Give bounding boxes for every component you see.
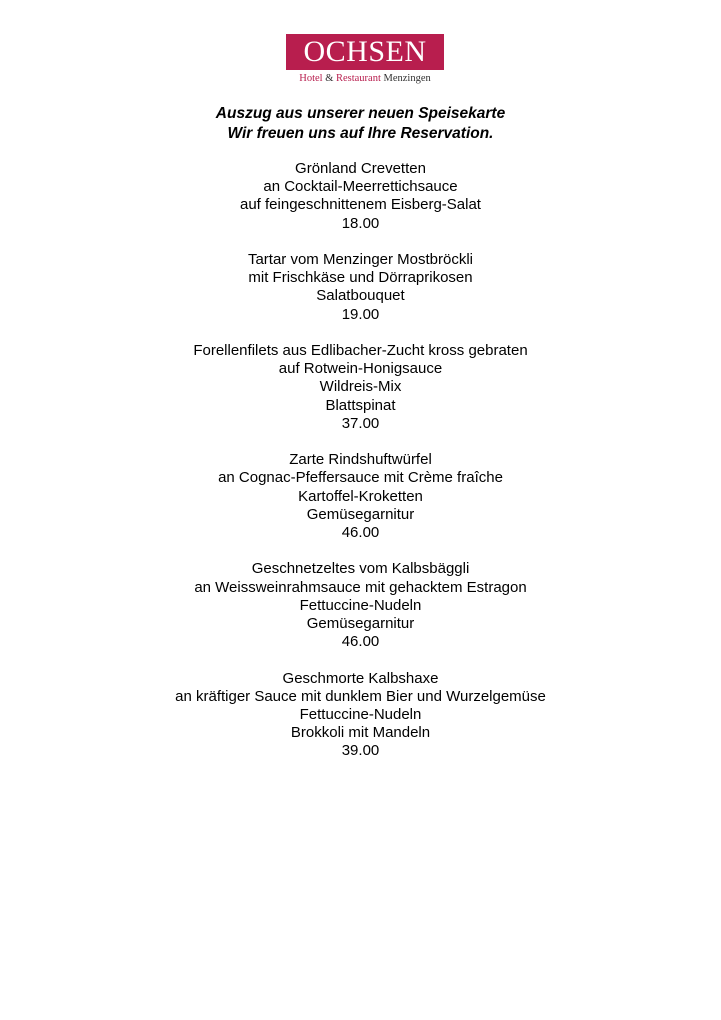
logo-sub-restaurant: Restaurant [335, 73, 381, 84]
dish-description: auf Rotwein-Honigsauce [278, 360, 443, 378]
menu-list [0, 160, 721, 779]
dish-description: Fettuccine-Nudeln [299, 596, 422, 614]
dish-price: 18.00 [341, 214, 380, 232]
dish-title: Grönland Crevetten [295, 160, 426, 177]
restaurant-logo [286, 34, 444, 86]
dish-title: Zarte Rindshuftwürfel [289, 451, 432, 469]
dish-description: Salatbouquet [316, 287, 405, 305]
dish-title: Geschnetzeltes vom Kalbsbäggli [251, 560, 470, 578]
menu-intro [0, 104, 721, 144]
menu-item [0, 251, 721, 324]
logo-sub-location: Menzingen [383, 73, 431, 84]
dish-description: Kartoffel-Kroketten [298, 487, 423, 505]
menu-item [0, 560, 721, 651]
dish-description: Fettuccine-Nudeln [299, 706, 422, 724]
dish-price: 19.00 [341, 305, 380, 323]
dish-description: an Weissweinrahmsauce mit gehacktem Estragon [194, 578, 527, 596]
dish-title: Forellenfilets aus Edlibacher-Zucht kross gebraten [193, 342, 528, 359]
dish-description: an Cocktail-Meerrettichsauce [263, 178, 458, 196]
dish-description: Gemüsegarnitur [306, 615, 415, 633]
menu-item [0, 342, 721, 433]
dish-description: an kräftiger Sauce mit dunklem Bier und Wurzelgemüse [175, 687, 546, 705]
logo-sub-amp: & [325, 73, 334, 84]
dish-description: auf feingeschnittenem Eisberg-Salat [240, 196, 481, 214]
dish-description: mit Frischkäse und Dörraprikosen [248, 269, 473, 287]
logo-sub-hotel: Hotel [299, 73, 323, 84]
dish-description: Brokkoli mit Mandeln [290, 724, 431, 742]
logo-name: OCHSEN [286, 34, 444, 70]
menu-item [0, 160, 721, 233]
dish-description: Gemüsegarnitur [306, 505, 415, 523]
dish-price: 46.00 [341, 633, 380, 651]
dish-price: 37.00 [341, 414, 380, 432]
menu-item [0, 670, 721, 761]
dish-price: 39.00 [341, 742, 380, 760]
logo-subtitle [286, 72, 444, 86]
intro-line-1: Auszug aus unserer neuen Speisekarte [215, 105, 506, 122]
dish-description: Wildreis-Mix [319, 378, 402, 396]
dish-description: Blattspinat [325, 396, 396, 414]
dish-title: Tartar vom Menzinger Mostbröckli [247, 251, 474, 268]
dish-description: an Cognac-Pfeffersauce mit Crème fraîche [218, 469, 503, 487]
dish-title: Geschmorte Kalbshaxe [282, 669, 439, 687]
intro-line-2: Wir freuen uns auf Ihre Reservation. [227, 125, 494, 142]
menu-item [0, 451, 721, 542]
dish-price: 46.00 [341, 524, 380, 542]
